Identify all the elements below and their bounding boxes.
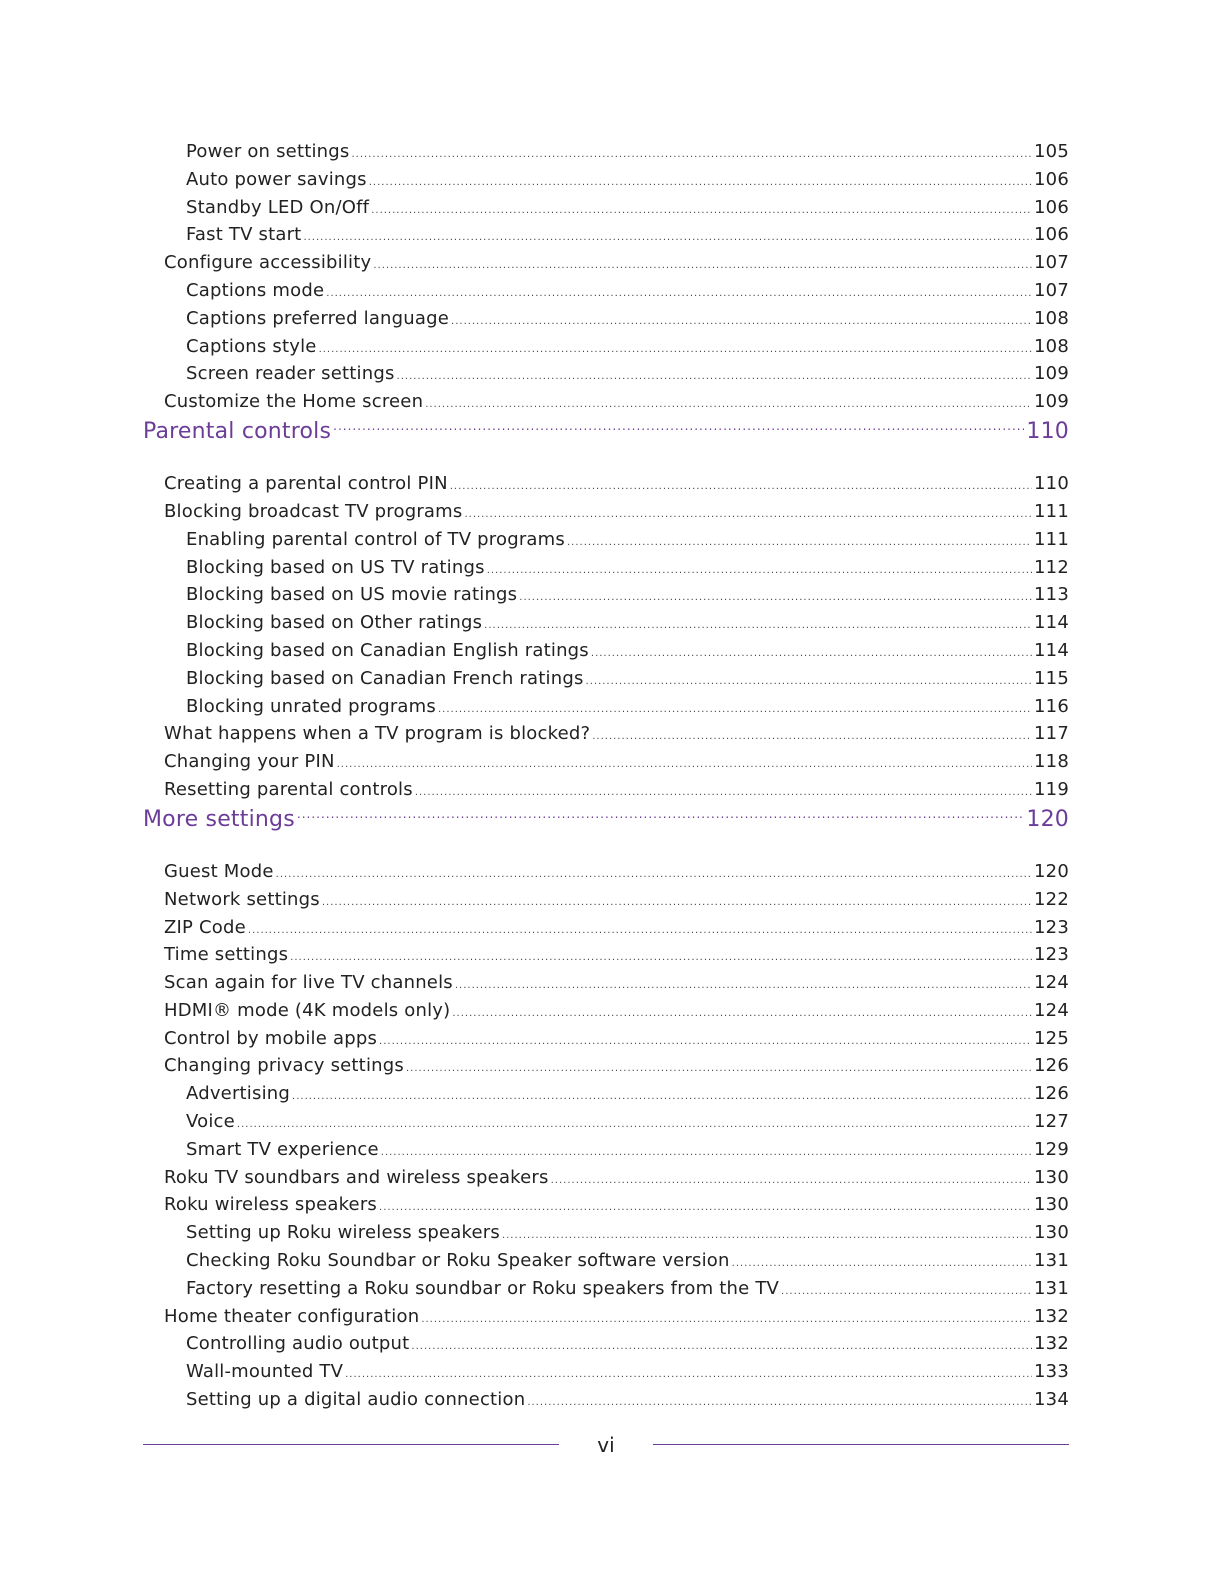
toc-entry-title: More settings — [143, 806, 295, 832]
toc-entry[interactable] — [143, 1028, 1069, 1056]
toc-entry-page: 123 — [1034, 944, 1069, 966]
leader-dots — [567, 537, 1032, 548]
toc-entry-title: What happens when a TV program is blocked? — [164, 723, 591, 745]
toc-entry-page: 113 — [1034, 584, 1069, 606]
toc-entry-title: Controlling audio output — [186, 1333, 410, 1355]
toc-entry-page: 107 — [1034, 252, 1069, 274]
toc-entry-page: 126 — [1034, 1083, 1069, 1105]
leader-dots — [379, 1202, 1032, 1213]
leader-dots — [421, 1314, 1032, 1325]
toc-entry-page: 124 — [1034, 999, 1069, 1021]
leader-dots — [438, 704, 1032, 715]
leader-dots — [326, 288, 1032, 299]
toc-entry[interactable] — [143, 1167, 1069, 1195]
leader-dots — [379, 1036, 1032, 1047]
leader-dots — [381, 1147, 1032, 1158]
toc-entry-page: 129 — [1034, 1138, 1069, 1160]
toc-entry[interactable] — [143, 1278, 1069, 1306]
toc-entry[interactable] — [143, 1194, 1069, 1222]
toc-entry[interactable] — [143, 1000, 1069, 1028]
toc-entry-title: Blocking based on Canadian French ratings — [186, 667, 584, 689]
leader-dots — [292, 1091, 1032, 1102]
toc-entry-page: 119 — [1034, 778, 1069, 800]
toc-entry-page: 107 — [1034, 279, 1069, 301]
toc-entry-title: Setting up Roku wireless speakers — [186, 1222, 500, 1244]
toc-entry-page: 130 — [1034, 1166, 1069, 1188]
toc-entry[interactable] — [143, 252, 1069, 280]
toc-entry-page: 123 — [1034, 916, 1069, 938]
toc-entry[interactable] — [143, 861, 1069, 889]
toc-entry[interactable] — [143, 612, 1069, 640]
leader-dots — [781, 1286, 1032, 1297]
leader-dots — [373, 260, 1032, 271]
toc-entry-title: Blocking based on Other ratings — [186, 612, 483, 634]
toc-entry-page: 116 — [1034, 695, 1069, 717]
toc-entry-page: 109 — [1034, 363, 1069, 385]
leader-dots — [303, 232, 1032, 243]
toc-entry-title: Wall-mounted TV — [186, 1361, 344, 1383]
toc-entry-page: 127 — [1034, 1111, 1069, 1133]
toc-entry-page: 106 — [1034, 168, 1069, 190]
toc-entry-title: Advertising — [186, 1083, 291, 1105]
toc-entry-page: 110 — [1034, 473, 1069, 495]
toc-entry-page: 112 — [1034, 556, 1069, 578]
toc-entry[interactable] — [143, 280, 1069, 308]
toc-entry-page: 118 — [1034, 751, 1069, 773]
leader-dots — [369, 177, 1032, 188]
leader-dots — [351, 149, 1032, 160]
toc-entry[interactable] — [143, 668, 1069, 696]
toc-entry-title: Captions style — [186, 335, 317, 357]
toc-entry-title: Blocking based on US movie ratings — [186, 584, 518, 606]
toc-entry-title: Checking Roku Soundbar or Roku Speaker software version — [186, 1250, 730, 1272]
toc-entry[interactable] — [143, 1306, 1069, 1334]
leader-dots — [592, 731, 1032, 742]
toc-entry-page: 110 — [1026, 418, 1069, 444]
leader-dots — [732, 1258, 1032, 1269]
toc-entry-page: 120 — [1034, 860, 1069, 882]
toc-entry-page: 106 — [1034, 224, 1069, 246]
leader-dots — [487, 565, 1032, 576]
page-number: vi — [597, 1433, 615, 1457]
leader-dots — [237, 1119, 1032, 1130]
toc-entry-title: Captions mode — [186, 279, 325, 301]
toc-section-heading[interactable] — [143, 807, 1069, 861]
toc-entry[interactable] — [143, 141, 1069, 169]
leader-dots — [337, 759, 1032, 770]
toc-entry-page: 114 — [1034, 612, 1069, 634]
toc-entry-title: Blocking broadcast TV programs — [164, 500, 463, 522]
leader-dots — [415, 787, 1032, 798]
toc-entry-title: ZIP Code — [164, 916, 246, 938]
toc-entry-title: Standby LED On/Off — [186, 196, 370, 218]
toc-entry[interactable] — [143, 1139, 1069, 1167]
leader-dots — [452, 1008, 1032, 1019]
toc-entry-title: Blocking based on Canadian English ratings — [186, 639, 589, 661]
toc-entry-title: Parental controls — [143, 418, 332, 444]
toc-entry[interactable] — [143, 557, 1069, 585]
toc-entry-title: Power on settings — [186, 141, 350, 162]
toc-entry[interactable] — [143, 972, 1069, 1000]
toc-entry-page: 117 — [1034, 723, 1069, 745]
toc-entry[interactable] — [143, 197, 1069, 225]
leader-dots — [397, 371, 1033, 382]
leader-dots — [297, 807, 1025, 821]
toc-entry[interactable] — [143, 1361, 1069, 1389]
leader-dots — [502, 1230, 1032, 1241]
toc-entry-page: 134 — [1034, 1389, 1069, 1411]
leader-dots — [450, 481, 1032, 492]
leader-dots — [551, 1175, 1032, 1186]
toc-entry-title: Voice — [186, 1111, 235, 1133]
toc-entry-title: Fast TV start — [186, 224, 302, 246]
toc-entry[interactable] — [143, 336, 1069, 364]
table-of-contents — [143, 141, 1069, 1417]
leader-dots — [411, 1341, 1032, 1352]
toc-entry-page: 131 — [1034, 1277, 1069, 1299]
toc-entry-title: Blocking based on US TV ratings — [186, 556, 485, 578]
toc-entry-title: Home theater configuration — [164, 1305, 420, 1327]
leader-dots — [371, 205, 1032, 216]
toc-entry-page: 108 — [1034, 307, 1069, 329]
toc-entry-title: Enabling parental control of TV programs — [186, 528, 565, 550]
toc-entry-page: 132 — [1034, 1305, 1069, 1327]
leader-dots — [333, 419, 1024, 433]
leader-dots — [586, 676, 1033, 687]
toc-entry-title: Screen reader settings — [186, 363, 395, 385]
toc-entry-title: Auto power savings — [186, 168, 367, 190]
toc-entry-page: 109 — [1034, 391, 1069, 413]
toc-entry[interactable] — [143, 1222, 1069, 1250]
leader-dots — [451, 316, 1032, 327]
leader-dots — [345, 1369, 1032, 1380]
toc-entry-title: Changing privacy settings — [164, 1055, 404, 1077]
toc-entry[interactable] — [143, 501, 1069, 529]
leader-dots — [290, 952, 1032, 963]
leader-dots — [406, 1063, 1032, 1074]
toc-entry-title: Scan again for live TV channels — [164, 972, 453, 994]
toc-entry[interactable] — [143, 391, 1069, 419]
toc-entry-page: 126 — [1034, 1055, 1069, 1077]
toc-entry-title: Factory resetting a Roku soundbar or Roku speakers from the TV — [186, 1277, 780, 1299]
toc-entry[interactable] — [143, 723, 1069, 751]
leader-dots — [248, 925, 1032, 936]
toc-entry-page: 108 — [1034, 335, 1069, 357]
toc-entry-page: 130 — [1034, 1222, 1069, 1244]
toc-entry-page: 124 — [1034, 972, 1069, 994]
toc-entry[interactable] — [143, 1083, 1069, 1111]
toc-entry-page: 111 — [1034, 528, 1069, 550]
toc-entry-title: Creating a parental control PIN — [164, 473, 448, 495]
toc-entry-page: 132 — [1034, 1333, 1069, 1355]
toc-entry-page: 105 — [1034, 141, 1069, 162]
leader-dots — [484, 620, 1032, 631]
toc-entry-page: 122 — [1034, 888, 1069, 910]
leader-dots — [591, 648, 1032, 659]
toc-entry-title: Smart TV experience — [186, 1138, 379, 1160]
toc-entry-title: Changing your PIN — [164, 751, 335, 773]
leader-dots — [527, 1397, 1032, 1408]
toc-entry-title: Resetting parental controls — [164, 778, 413, 800]
toc-entry[interactable] — [143, 889, 1069, 917]
leader-dots — [319, 344, 1032, 355]
toc-entry[interactable] — [143, 584, 1069, 612]
toc-entry-title: Roku TV soundbars and wireless speakers — [164, 1166, 549, 1188]
toc-entry[interactable] — [143, 473, 1069, 501]
toc-entry-page: 133 — [1034, 1361, 1069, 1383]
leader-dots — [464, 509, 1032, 520]
toc-entry-title: Blocking unrated programs — [186, 695, 436, 717]
leader-dots — [425, 399, 1032, 410]
toc-entry-page: 111 — [1034, 500, 1069, 522]
toc-entry[interactable] — [143, 779, 1069, 807]
toc-entry-page: 114 — [1034, 639, 1069, 661]
leader-dots — [455, 980, 1032, 991]
leader-dots — [322, 897, 1032, 908]
toc-entry-title: Network settings — [164, 888, 320, 910]
toc-entry-title: Control by mobile apps — [164, 1027, 378, 1049]
toc-entry-title: Configure accessibility — [164, 252, 372, 274]
page-footer — [143, 1433, 1069, 1457]
toc-entry[interactable] — [143, 169, 1069, 197]
toc-entry[interactable] — [143, 917, 1069, 945]
toc-entry[interactable] — [143, 1389, 1069, 1417]
toc-entry-page: 106 — [1034, 196, 1069, 218]
toc-entry-page: 115 — [1034, 667, 1069, 689]
toc-entry-title: Roku wireless speakers — [164, 1194, 378, 1216]
toc-entry[interactable] — [143, 308, 1069, 336]
toc-entry[interactable] — [143, 529, 1069, 557]
toc-entry-page: 125 — [1034, 1027, 1069, 1049]
leader-dots — [519, 592, 1032, 603]
toc-entry-title: Customize the Home screen — [164, 391, 424, 413]
leader-dots — [276, 869, 1032, 880]
toc-entry[interactable] — [143, 1333, 1069, 1361]
toc-entry-title: Captions preferred language — [186, 307, 450, 329]
toc-entry[interactable] — [143, 224, 1069, 252]
toc-section-heading[interactable] — [143, 419, 1069, 473]
toc-entry-page: 120 — [1026, 806, 1069, 832]
toc-entry[interactable] — [143, 1055, 1069, 1083]
toc-entry-page: 131 — [1034, 1250, 1069, 1272]
toc-entry[interactable] — [143, 1250, 1069, 1278]
toc-entry-title: HDMI® mode (4K models only) — [164, 999, 451, 1021]
toc-entry[interactable] — [143, 363, 1069, 391]
toc-entry[interactable] — [143, 640, 1069, 668]
toc-entry-title: Setting up a digital audio connection — [186, 1389, 526, 1411]
toc-entry[interactable] — [143, 696, 1069, 724]
toc-entry[interactable] — [143, 944, 1069, 972]
toc-entry-title: Guest Mode — [164, 860, 274, 882]
toc-entry-page: 130 — [1034, 1194, 1069, 1216]
toc-entry-title: Time settings — [164, 944, 289, 966]
toc-entry[interactable] — [143, 1111, 1069, 1139]
toc-entry[interactable] — [143, 751, 1069, 779]
